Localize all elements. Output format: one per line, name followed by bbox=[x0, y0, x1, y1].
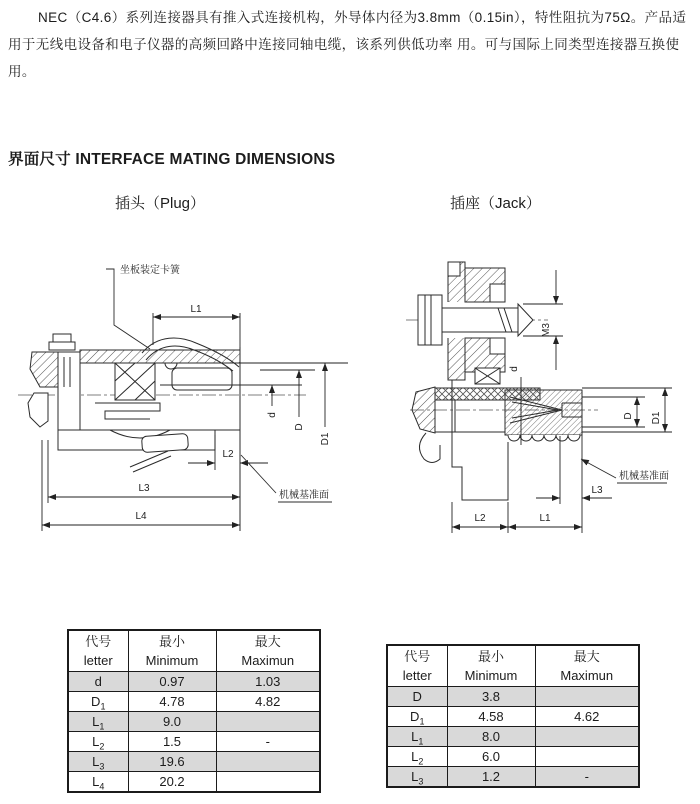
min-cell: 9.0 bbox=[128, 712, 216, 732]
min-cell: 8.0 bbox=[447, 727, 535, 747]
min-cell: 0.97 bbox=[128, 672, 216, 692]
plug-dim-l4-label: L4 bbox=[135, 511, 147, 522]
table-row bbox=[68, 672, 320, 692]
min-cell: 6.0 bbox=[447, 747, 535, 767]
jack-dim-l1-l2 bbox=[452, 502, 582, 533]
table-header-row bbox=[68, 630, 320, 672]
min-cell: 4.78 bbox=[128, 692, 216, 712]
max-cell bbox=[216, 712, 320, 732]
plug-dim-l1 bbox=[153, 313, 240, 347]
col-header-minimum: 最小 Minimum bbox=[447, 645, 535, 687]
table-row bbox=[68, 712, 320, 732]
letter-cell: $L_1$ bbox=[387, 727, 447, 747]
jack-dim-l2-label: L2 bbox=[474, 513, 486, 524]
jack-datum-label: 机械基准面 bbox=[619, 471, 669, 482]
jack-dim-l3-label: L3 bbox=[591, 485, 603, 496]
col-header-minimum: 最小 Minimum bbox=[128, 630, 216, 672]
plug-diagram bbox=[10, 235, 360, 545]
intro-paragraph: NEC（C4.6）系列连接器具有推入式连接机构，外导体内径为3.8mm（0.15in），特性阻抗为75Ω。产品适用于无线电设备和电子仪器的高频回路中连接同轴电缆，该系列供低功率 用。可与国际上同类型连接器互换使用。 bbox=[8, 10, 687, 79]
col-header-maximum: 最大 Maximun bbox=[216, 630, 320, 672]
plug-spring-callout bbox=[106, 269, 150, 349]
plug-dimensions-table bbox=[67, 629, 321, 793]
letter-cell: d bbox=[68, 672, 128, 692]
max-cell bbox=[535, 747, 639, 767]
max-cell bbox=[535, 727, 639, 747]
letter-cell: $L_1$ bbox=[68, 712, 128, 732]
plug-dim-D1-label: D1 bbox=[320, 432, 331, 446]
section-title bbox=[8, 147, 335, 169]
min-cell: 1.2 bbox=[447, 767, 535, 788]
table-row bbox=[387, 707, 639, 727]
col-header-letter: 代号 letter bbox=[387, 645, 447, 687]
letter-cell: $L_3$ bbox=[387, 767, 447, 788]
jack-dim-D1-label: D1 bbox=[651, 411, 662, 425]
plug-dim-d-label: d bbox=[267, 412, 278, 418]
plug-datum-label: 机械基准面 bbox=[279, 490, 329, 501]
letter-cell: $L_2$ bbox=[387, 747, 447, 767]
jack-heading: 插座（Jack） bbox=[450, 195, 541, 212]
table-row bbox=[387, 727, 639, 747]
letter-cell: $L_2$ bbox=[68, 732, 128, 752]
min-cell: 20.2 bbox=[128, 772, 216, 793]
section-title-en: INTERFACE MATING DIMENSIONS bbox=[75, 151, 336, 168]
plug-dim-l3-label: L3 bbox=[138, 483, 150, 494]
table-header-row bbox=[387, 645, 639, 687]
max-cell bbox=[216, 772, 320, 793]
jack-dim-D-label: D bbox=[623, 412, 634, 420]
max-cell: 4.82 bbox=[216, 692, 320, 712]
section-title-zh: 界面尺寸 bbox=[8, 151, 71, 168]
plug-body-section bbox=[18, 334, 306, 531]
plug-dim-D-label: D bbox=[294, 423, 305, 431]
letter-cell: D bbox=[387, 687, 447, 707]
min-cell: 1.5 bbox=[128, 732, 216, 752]
min-cell: 19.6 bbox=[128, 752, 216, 772]
letter-cell: $D_1$ bbox=[387, 707, 447, 727]
jack-body-section bbox=[406, 262, 598, 500]
table-row bbox=[68, 692, 320, 712]
col-header-letter: 代号 letter bbox=[68, 630, 128, 672]
plug-spring-callout-label: 坐板装定卡簧 bbox=[120, 265, 180, 276]
max-cell: - bbox=[216, 732, 320, 752]
plug-dim-l1-label: L1 bbox=[190, 304, 202, 315]
letter-cell: $L_3$ bbox=[68, 752, 128, 772]
max-cell bbox=[216, 752, 320, 772]
table-row bbox=[387, 687, 639, 707]
max-cell: 1.03 bbox=[216, 672, 320, 692]
table-row bbox=[68, 752, 320, 772]
table-row bbox=[68, 772, 320, 793]
plug-heading: 插头（Plug） bbox=[115, 195, 206, 212]
table-row bbox=[387, 747, 639, 767]
max-cell bbox=[535, 687, 639, 707]
table-row bbox=[387, 767, 639, 788]
max-cell: 4.62 bbox=[535, 707, 639, 727]
jack-diagram bbox=[400, 240, 700, 545]
table-row bbox=[68, 732, 320, 752]
letter-cell: $L_4$ bbox=[68, 772, 128, 793]
max-cell: - bbox=[535, 767, 639, 788]
min-cell: 4.58 bbox=[447, 707, 535, 727]
jack-dim-l1-label: L1 bbox=[539, 513, 551, 524]
letter-cell: $D_1$ bbox=[68, 692, 128, 712]
jack-dim-d-label: d bbox=[509, 366, 520, 372]
jack-screw-head bbox=[418, 295, 442, 345]
min-cell: 3.8 bbox=[447, 687, 535, 707]
col-header-maximum: 最大 Maximun bbox=[535, 645, 639, 687]
jack-dim-m3-label: M3 bbox=[541, 323, 552, 337]
plug-dim-l2-label: L2 bbox=[222, 449, 234, 460]
jack-dimensions-table bbox=[386, 644, 640, 788]
